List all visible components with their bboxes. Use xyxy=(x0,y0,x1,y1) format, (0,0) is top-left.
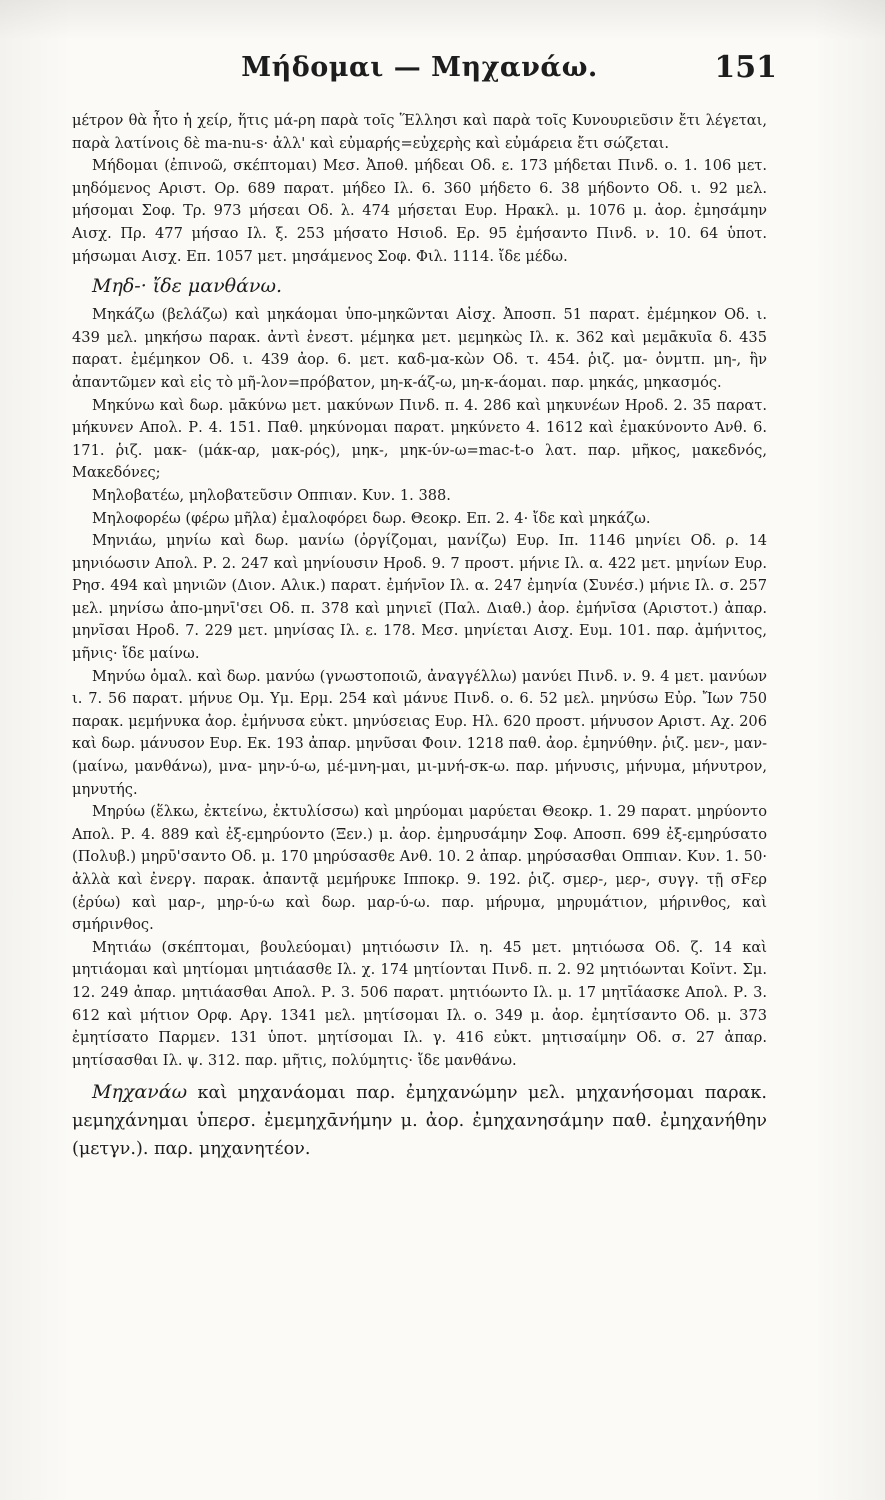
entry-mekyno: Μηκύνω καὶ δωρ. μᾱκύνω μετ. μακύνων Πινδ. π. 4. 286 καὶ μηκυνέων Ηροδ. 2. 35 παρατ. μήκυνεν Απολ. Ρ. 4. 151. Παθ. μηκύνομαι παρατ. μηκύνετο 4. 1612 καὶ ἐμακύνοντο Ανθ. 6. 171. ῥιζ. μακ- (μάκ-αρ, μακ-ρός), μηκ-, μηκ-ύν-ω=mac-t-o λατ. παρ. μῆκος, μακεδνός, Μακεδόνες; xyxy=(72,396,767,482)
entry-menyo: Μηνύω ὁμαλ. καὶ δωρ. μανύω (γνωστοποιῶ, ἀναγγέλλω) μανύει Πινδ. ν. 9. 4 μετ. μανύων ι. 7. 56 παρατ. μήνυε Ομ. Υμ. Ερμ. 254 καὶ μάνυε Πινδ. ο. 6. 52 μελ. μηνύσω Εὐρ. Ἴων 750 παρακ. μεμήνυκα ἀορ. ἐμήνυσα εὐκτ. μηνύσειας Ευρ. Ηλ. 620 προστ. μήνυσον Αριστ. Αχ. 206 καὶ δωρ. μάνυσον Ευρ. Εκ. 193 ἀπαρ. μηνῦσαι Φοιν. 1218 παθ. ἀορ. ἐμηνύθην. ῥιζ. μεν-, μαν- (μαίνω, μανθάνω), μνα- μην-ύ-ω, μέ-μνη-μαι, μι-μνή-σκ-ω. παρ. μήνυσις, μήνυμα, μήνυτρον, μηνυτής. xyxy=(72,667,767,798)
entry-menjao: Μηνιάω, μηνίω καὶ δωρ. μανίω (ὀργίζομαι, μανίζω) Ευρ. Ιπ. 1146 μηνίει Οδ. ρ. 14 μηνιόωσιν Απολ. Ρ. 2. 247 καὶ μηνίουσιν Ηροδ. 9. 7 προστ. μήνιε Ιλ. α. 422 μετ. μηνίων Ευρ. Ρησ. 494 καὶ μηνιῶν (Διον. Αλικ.) παρατ. ἐμήνῑον Ιλ. α. 247 ἐμηνία (Συνέσ.) μήνιε Ιλ. σ. 257 μελ. μηνίσω ἀπο-μηνῑ'σει Οδ. π. 378 καὶ μηνιεῖ (Παλ. Διαθ.) ἀορ. ἐμήνῑσα (Αριστοτ.) ἀπαρ. μηνῖσαι Ηροδ. 7. 229 μετ. μηνίσας Ιλ. ε. 178. Μεσ. μηνίεται Αισχ. Ευμ. 101. παρ. ἀμήνιτος, μῆνις· ἴδε μαίνω. xyxy=(72,532,767,663)
entry-med-cross-reference: Μηδ-· ἴδε μανθάνω. xyxy=(92,275,282,298)
entry-melophoreo: Μηλοφορέω (φέρω μῆλα) ἐμαλοφόρει δωρ. Θεοκρ. Επ. 2. 4· ἴδε καὶ μηκάζω. xyxy=(92,509,651,527)
entry-metiao: Μητιάω (σκέπτομαι, βουλεύομαι) μητιόωσιν Ιλ. η. 45 μετ. μητιόωσα Οδ. ζ. 14 καὶ μητιάομαι καὶ μητίομαι μητιάασθε Ιλ. χ. 174 μητίονται Πινδ. π. 2. 92 μητιόωνται Κοϊντ. Σμ. 12. 249 ἀπαρ. μητιάασθαι Απολ. Ρ. 3. 506 παρατ. μητιόωντο Ιλ. μ. 17 μητῑάασκε Απολ. Ρ. 3. 612 καὶ μήτιον Ορφ. Αργ. 1341 μελ. μητίσομαι Ιλ. ο. 349 μ. ἀορ. ἐμητίσαντο Οδ. μ. 373 ἐμητίσατο Παρμεν. 131 ὑποτ. μητίσομαι Ιλ. γ. 416 εὐκτ. μητισαίμην Οδ. σ. 27 ἀπαρ. μητίσασθαι Ιλ. ψ. 312. παρ. μῆτις, πολύμητις· ἴδε μανθάνω. xyxy=(72,938,767,1069)
dictionary-entries xyxy=(72,110,767,1163)
scan-shadow xyxy=(0,0,885,40)
entry-mechanao-text: καὶ μηχανάομαι παρ. ἐμηχανώμην μελ. μηχανήσομαι παρακ. μεμηχάνημαι ὑπερσ. ἐμεμηχᾱνήμην μ. ἀορ. ἐμηχανησάμην παθ. ἐμηχανήθην (μετγν.). παρ. μηχανητέον. xyxy=(72,1083,768,1160)
entry-meryo: Μηρύω (ἕλκω, ἐκτείνω, ἐκτυλίσσω) καὶ μηρύομαι μαρύεται Θεοκρ. 1. 29 παρατ. μηρύοντο Απολ. Ρ. 4. 889 καὶ ἐξ-εμηρύοντο (Ξεν.) μ. ἀορ. ἐμηρυσάμην Σοφ. Αποσπ. 699 ἐξ-εμηρύσατο (Πολυβ.) μηρῡ'σαντο Οδ. μ. 170 μηρύσασθε Ανθ. 10. 2 ἀπαρ. μηρύσασθαι Οππιαν. Κυν. 1. 50· ἀλλὰ καὶ ἐνεργ. παρακ. ἀπαντᾷ μεμήρυκε Ιπποκρ. 9. 192. ῥιζ. σμερ-, μερ-, συγγ. τῇ σϜερ (ἐρύω) καὶ μαρ-, μηρ-ύ-ω καὶ δωρ. μαρ-ύ-ω. παρ. μήρυμα, μηρυμάτιον, μήρινθος, καὶ σμήρινθος. xyxy=(72,803,767,934)
entry-mekazo: Μηκάζω (βελάζω) καὶ μηκάομαι ὑπο-μηκῶνται Αἰσχ. Ἀποσπ. 51 παρατ. ἐμέμηκον Οδ. ι. 439 μελ. μηκήσω παρακ. ἀντὶ ἐνεστ. μέμηκα μετ. μεμηκὼς Ιλ. κ. 362 καὶ μεμᾱκυῖα δ. 435 παρατ. ἐμέμηκον Οδ. ι. 439 ἀορ. 6. μετ. καδ-μα-κὼν Οδ. τ. 454. ῥιζ. μα- ὀνμτπ. μη-, ἣν ἀπαντῶμεν καὶ εἰς τὸ μῆ-λον=πρόβατον, μη-κ-άζ-ω, μη-κ-άομαι. παρ. μηκάς, μηκασμός. xyxy=(72,306,767,391)
entry-mechanao xyxy=(72,1078,767,1163)
page-number: 151 xyxy=(714,50,777,85)
entry-melobateo: Μηλοβατέω, μηλοβατεῦσιν Οππιαν. Κυν. 1. 388. xyxy=(92,486,451,504)
entry-mechanao-lead: Μηχανάω xyxy=(92,1081,188,1104)
entry-medomai: Μήδομαι (ἐπινοῶ, σκέπτομαι) Μεσ. Ἀποθ. μήδεαι Οδ. ε. 173 μήδεται Πινδ. ο. 1. 106 μετ. μηδόμενος Αριστ. Ορ. 689 παρατ. μήδεο Ιλ. 6. 360 μήδετο 6. 38 μήδοντο Οδ. ι. 92 μελ. μήσομαι Σοφ. Τρ. 973 μήσεαι Οδ. λ. 474 μήσεται Ευρ. Ηρακλ. μ. 1076 μ. ἀορ. ἐμησάμην Αισχ. Πρ. 477 μήσαο Ιλ. ξ. 253 μήσατο Ησιοδ. Ερ. 95 ἐμήσαντο Πινδ. ν. 10. 64 ὑποτ. μήσωμαι Αισχ. Επ. 1057 μετ. μησάμενος Σοφ. Φιλ. 1114. ἴδε μέδω. xyxy=(72,157,767,265)
page-header xyxy=(72,48,777,88)
entry-continuation: μέτρον θὰ ἦτο ἡ χείρ, ἥτις μά-ρη παρὰ τοῖς Ἕλλησι καὶ παρὰ τοῖς Κυνουριεῦσιν ἔτι λέγεται, παρὰ λατίνοις δὲ ma-nu-s· ἀλλ' καὶ εὐμαρής=εὐχερὴς καὶ εὐμάρεια ἔτι σώζεται. xyxy=(72,112,767,152)
running-title: Μήδομαι — Μηχανάω. xyxy=(241,52,598,83)
